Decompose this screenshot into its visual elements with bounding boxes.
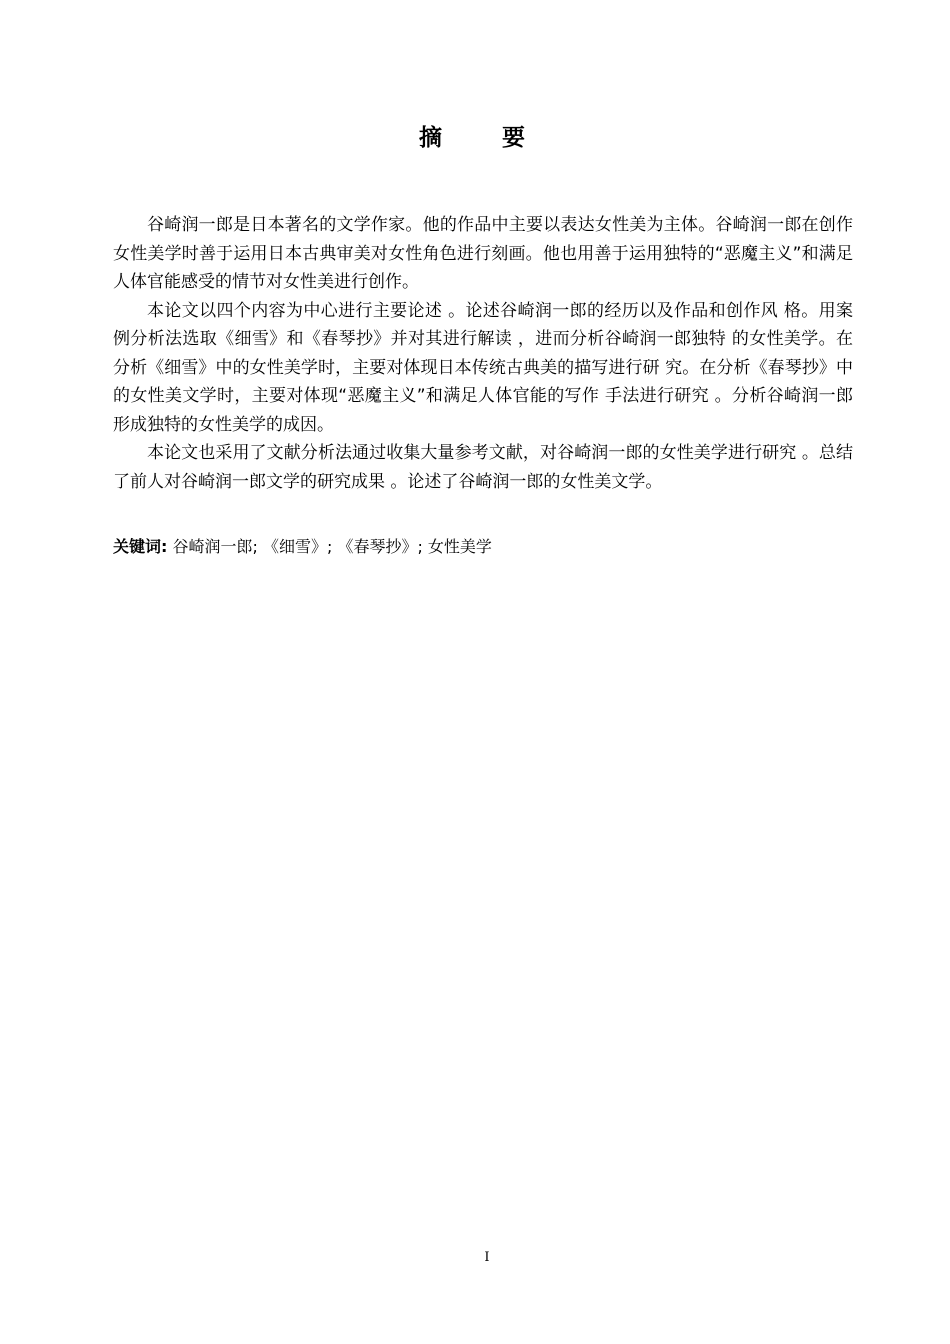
abstract-paragraph-1: 谷崎润一郎是日本著名的文学作家。他的作品中主要以表达女性美为主体。谷崎润一郎在创作女性美学时善于运用日本古典审美对女性角色进行刻画。他也用善于运用独特的“恶魔主义”和满足人体官能感受的情节对女性美进行创作。 bbox=[113, 215, 853, 292]
abstract-body bbox=[113, 211, 853, 496]
page-number: I bbox=[484, 1250, 490, 1265]
abstract-paragraph-2: 本论文以四个内容为中心进行主要论述 。论述谷崎润一郎的经历以及作品和创作风 格。用案例分析法选取《细雪》和《春琴抄》并对其进行解读 ，进而分析谷崎润一郎独特 的女性美学。在分析《细雪》中的女性美学时，主要对体现日本传统古典美的描写进行研 究。在分析《春琴抄》中的女性美文学时，主要对体现“恶魔主义”和满足人体官能的写作 手法进行研究 。分析谷崎润一郎形成独特的女性美学的成因。 bbox=[113, 300, 853, 435]
page-title: 摘 要 bbox=[418, 125, 551, 151]
keywords-line bbox=[113, 533, 853, 561]
abstract-paragraph-3: 本论文也采用了文献分析法通过收集大量参考文献，对谷崎润一郎的女性美学进行研究 。总结了前人对谷崎润一郎文学的研究成果 。论述了谷崎润一郎的女性美文学。 bbox=[113, 443, 853, 492]
keywords-label: 关键词: bbox=[113, 537, 168, 556]
keywords-text: 谷崎润一郎; 《细雪》; 《春琴抄》; 女性美学 bbox=[167, 537, 492, 556]
